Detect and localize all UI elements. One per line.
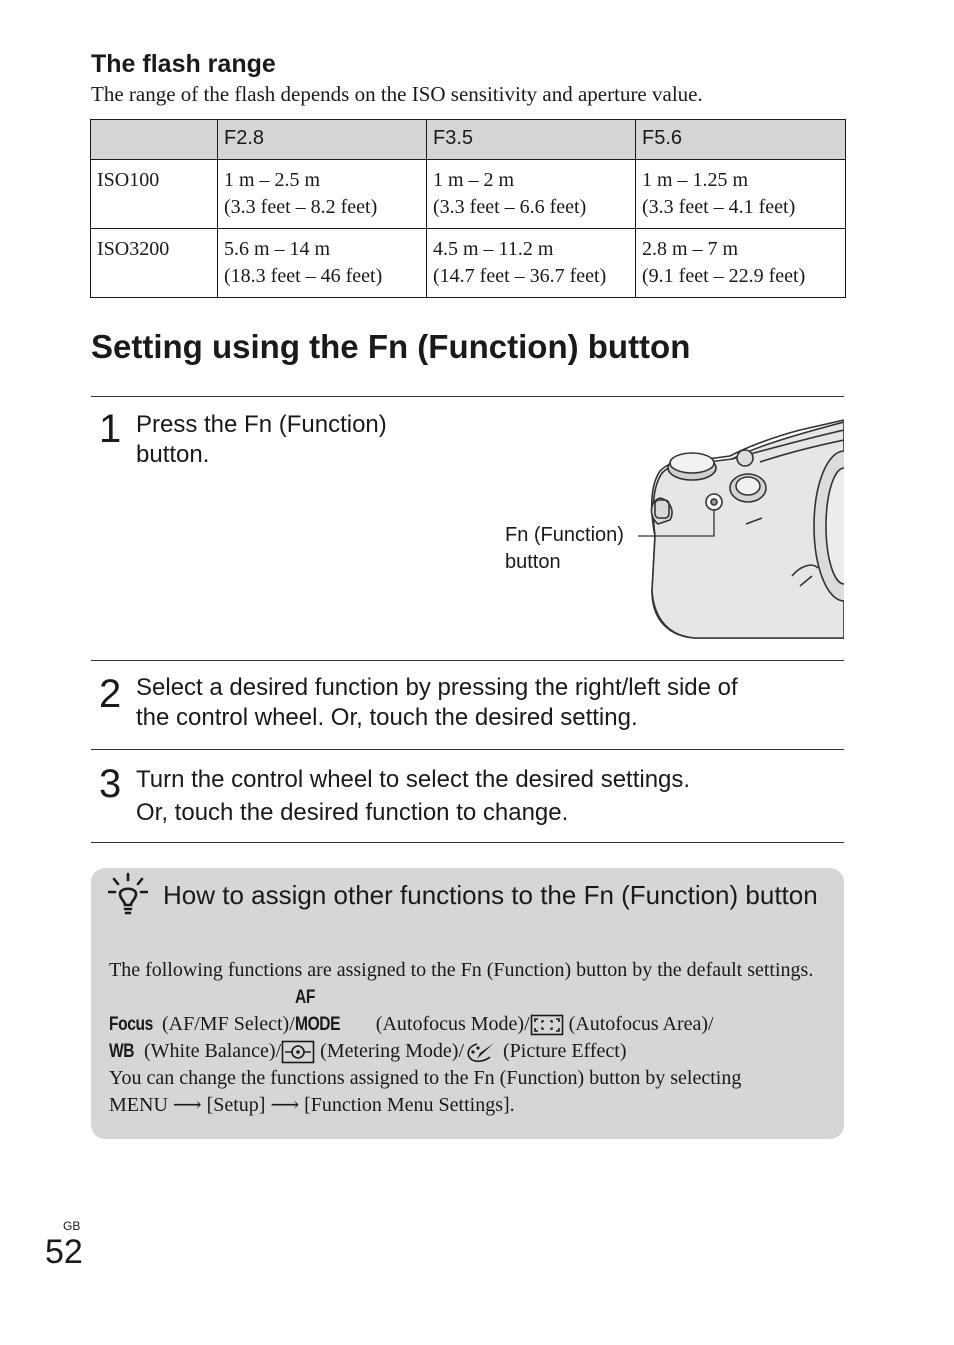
step-line: Turn the control wheel to select the desired settings. [136, 766, 691, 793]
range-imperial: (14.7 feet – 36.7 feet) [433, 265, 607, 287]
table-header-cell [91, 120, 218, 160]
range-metric: 2.8 m – 7 m [642, 238, 739, 260]
step-number: 2 [99, 672, 122, 716]
flash-range-table [90, 119, 846, 298]
focus-symbol: Focus [109, 1014, 153, 1035]
divider [91, 396, 844, 397]
table-cell [218, 229, 427, 298]
page-language: GB [63, 1219, 81, 1233]
hint-af-mode: (Autofocus Mode)/ [375, 1013, 530, 1035]
hint-wb: (White Balance)/ [144, 1040, 282, 1062]
arrow-right-icon: ⟶ [172, 1094, 202, 1116]
step-line: Or, touch the desired function to change. [136, 799, 569, 826]
table-header-cell: F2.8 [218, 120, 427, 160]
function-menu-text: [Function Menu Settings]. [304, 1094, 515, 1116]
divider [91, 842, 844, 843]
flash-range-description: The range of the flash depends on the ISO sensitivity and aperture value. [91, 82, 703, 106]
range-metric: 4.5 m – 11.2 m [433, 238, 554, 260]
af-mode-symbol: AF MODE [294, 987, 340, 1035]
step-number: 3 [99, 762, 122, 806]
arrow-right-icon: ⟶ [270, 1094, 300, 1116]
step-text [136, 673, 738, 733]
table-cell [218, 160, 427, 229]
table-row-label: ISO3200 [91, 229, 218, 298]
table-row [91, 229, 846, 298]
fn-label-line: button [505, 551, 561, 573]
table-header-cell: F3.5 [427, 120, 636, 160]
table-cell [427, 160, 636, 229]
hint-footer-line: You can change the functions assigned to the Fn (Function) button by selecting [109, 1067, 742, 1089]
wb-symbol: WB [109, 1041, 135, 1062]
table-header-row [91, 120, 846, 160]
range-metric: 1 m – 2 m [433, 169, 515, 191]
divider [91, 660, 844, 661]
step-line: button. [136, 441, 210, 468]
range-metric: 1 m – 2.5 m [224, 169, 321, 191]
step-text [136, 410, 387, 470]
hint-af-area: (Autofocus Area)/ [568, 1013, 714, 1035]
flash-range-title: The flash range [91, 50, 276, 78]
range-imperial: (3.3 feet – 4.1 feet) [642, 196, 796, 218]
range-imperial: (9.1 feet – 22.9 feet) [642, 265, 806, 287]
hint-intro: The following functions are assigned to the Fn (Function) button by the default settings. [109, 959, 814, 981]
metering-mode-icon [281, 1040, 315, 1064]
range-metric: 5.6 m – 14 m [224, 238, 331, 260]
table-row-label: ISO100 [91, 160, 218, 229]
table-header-cell: F5.6 [636, 120, 846, 160]
step-line: the control wheel. Or, touch the desired setting. [136, 704, 638, 731]
table-cell [636, 229, 846, 298]
hint-title [108, 878, 828, 912]
hint-picture-effect: (Picture Effect) [503, 1040, 627, 1062]
fn-label-line: Fn (Function) [505, 524, 624, 546]
range-metric: 1 m – 1.25 m [642, 169, 749, 191]
picture-effect-icon [464, 1040, 498, 1064]
autofocus-area-icon [530, 1014, 564, 1036]
table-cell [427, 229, 636, 298]
hint-body [109, 957, 829, 1119]
step-line: Select a desired function by pressing the right/left side of [136, 674, 738, 701]
hint-af-mf: (AF/MF Select)/ [162, 1013, 295, 1035]
divider [91, 749, 844, 750]
section-title: Setting using the Fn (Function) button [91, 328, 691, 365]
range-imperial: (3.3 feet – 8.2 feet) [224, 196, 378, 218]
fn-button-label [505, 522, 624, 576]
step-number: 1 [99, 407, 122, 451]
range-imperial: (3.3 feet – 6.6 feet) [433, 196, 587, 218]
table-row [91, 160, 846, 229]
page-number: 52 [45, 1233, 83, 1271]
range-imperial: (18.3 feet – 46 feet) [224, 265, 383, 287]
setup-text: [Setup] [206, 1094, 266, 1116]
step-line: Press the Fn (Function) [136, 411, 387, 438]
menu-text: MENU [109, 1094, 168, 1116]
table-cell [636, 160, 846, 229]
hint-title-text: How to assign other functions to the Fn (Function) button [163, 880, 818, 910]
step-text [136, 763, 690, 829]
hint-metering: (Metering Mode)/ [320, 1040, 465, 1062]
